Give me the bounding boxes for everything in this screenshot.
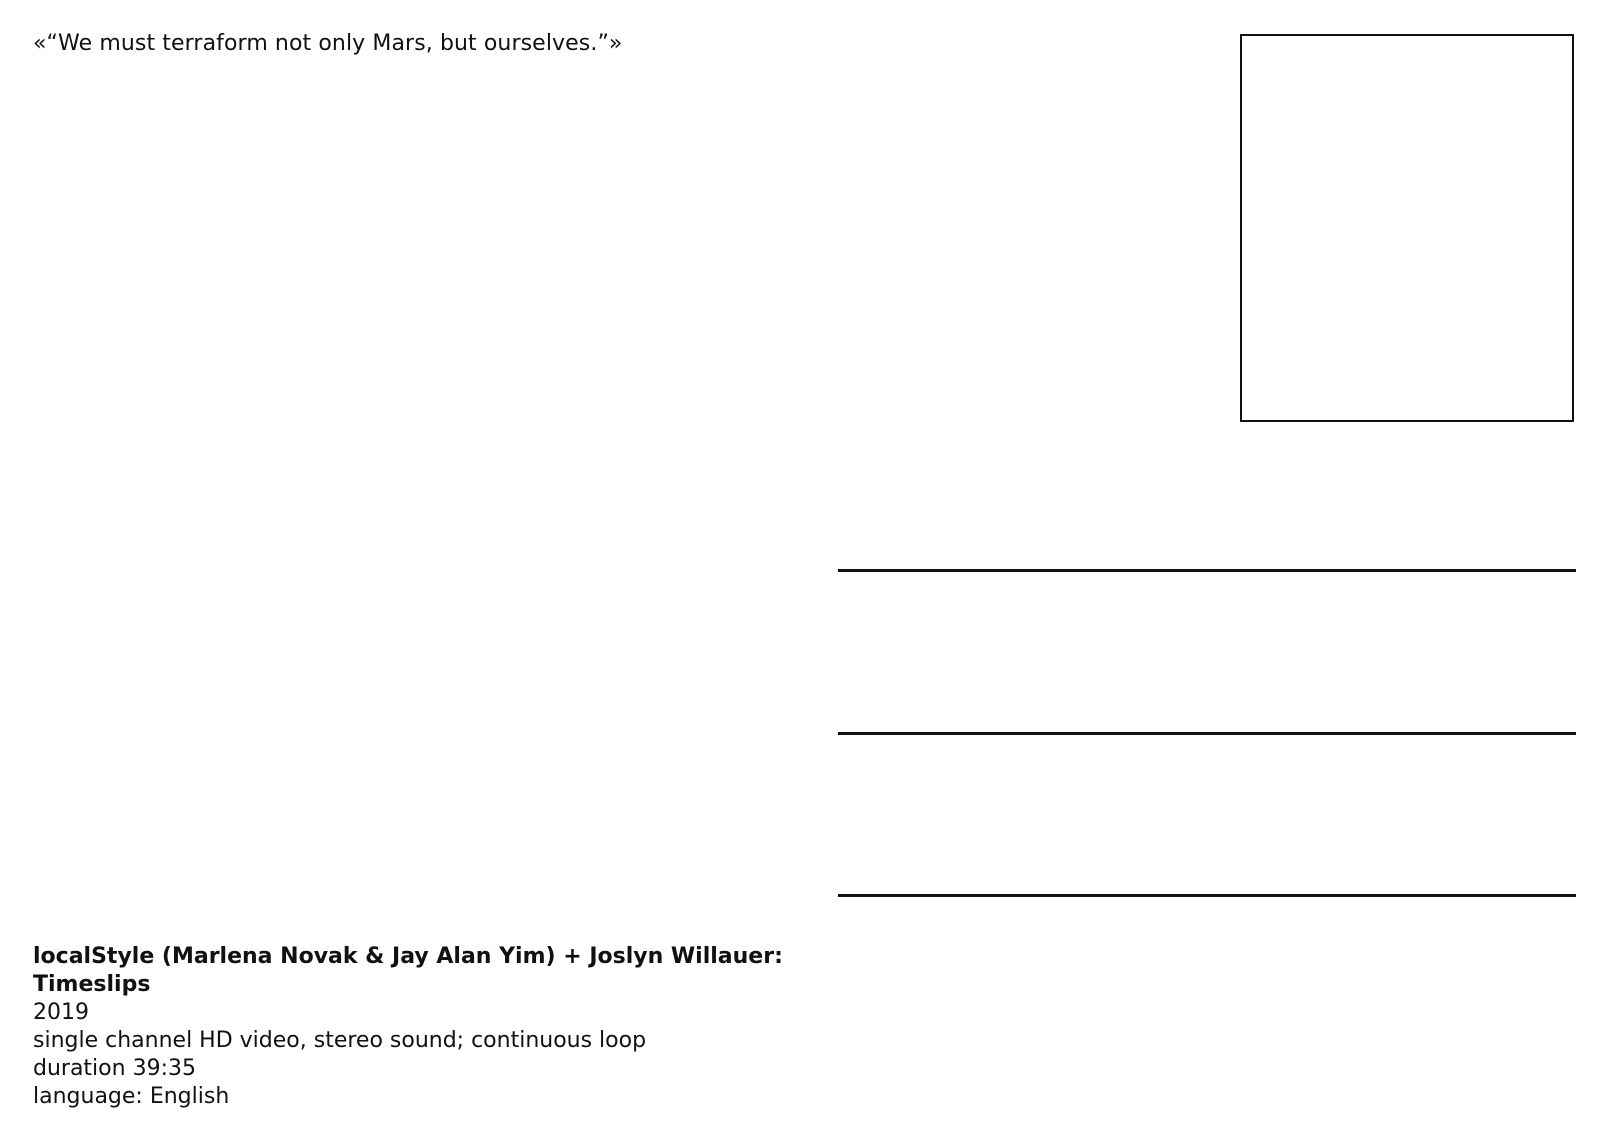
address-line-3 xyxy=(838,894,1576,897)
stamp-box xyxy=(1240,34,1574,422)
address-line-2 xyxy=(838,732,1576,735)
work-title: Timeslips xyxy=(33,972,151,997)
quote-text: «“We must terraform not only Mars, but ourselves.”» xyxy=(33,31,623,56)
artist-title: localStyle (Marlena Novak & Jay Alan Yim) + Joslyn Willauer: xyxy=(33,944,783,969)
address-line-1 xyxy=(838,569,1576,572)
duration: duration 39:35 xyxy=(33,1056,196,1081)
language: language: English xyxy=(33,1084,230,1109)
medium: single channel HD video, stereo sound; continuous loop xyxy=(33,1028,647,1053)
year: 2019 xyxy=(33,1000,89,1025)
artwork-credits xyxy=(33,943,813,1111)
